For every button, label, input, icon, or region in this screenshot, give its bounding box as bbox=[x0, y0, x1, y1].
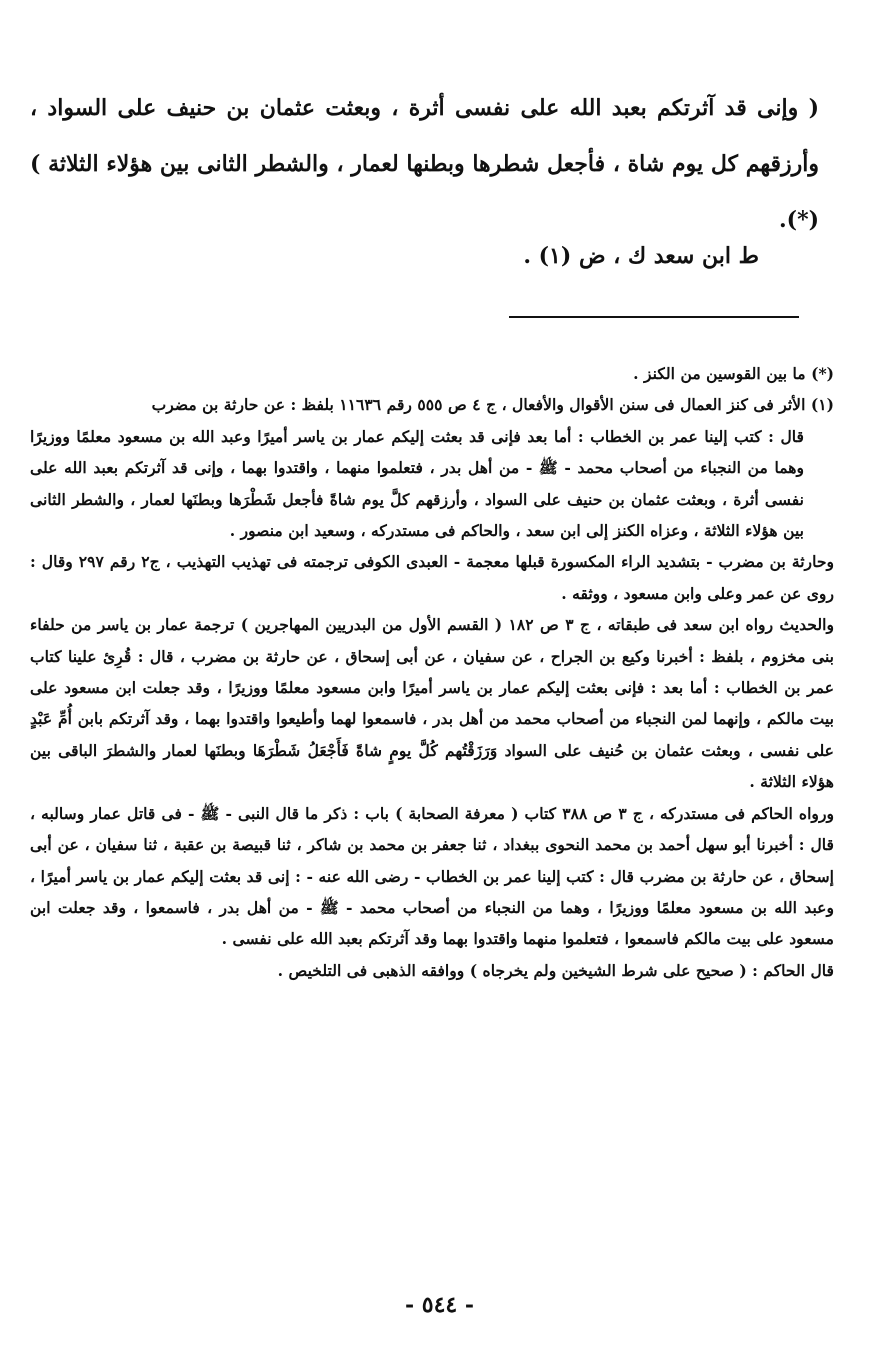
footnotes-section bbox=[30, 358, 834, 986]
footnote-paragraph-ibn-saad: والحديث رواه ابن سعد فى طبقاته ، ج ٣ ص ١٨٢ ( القسم الأول من البدريين المهاجرين ) ترجمة عمار بن ياسر من حلفاء بنى مخزوم ، بلفظ : أخبرنا وكيع بن الجراح ، عن سفيان ، عن أبى إسحاق ، عن حارثة بن مضرب ، قال : قُرِئ علينا كتاب عمر بن الخطاب : أما بعد : فإنى بعثت إليكم عمار بن ياسر أميرًا وابن مسعود معلمًا ووزيرًا ، وقد جعلت ابن مسعود على بيت مالكم ، وإنهما لمن النجباء من أصحاب محمد من أهل بدر ، فاسمعوا لهما وأطيعوا واقتدوا بهما ، وقد آثرتكم بابن أُمِّ عَبْدٍ على نفسى ، وبعثت عثمان بن حُنيف على السواد وَرَزَقْتُهم كُلَّ يومٍ شاةً فَأَجْعَلُ شَطْرَهَا وبطنَها لعمار والشطرَ الباقى بين هؤلاء الثلاثة . bbox=[30, 615, 834, 792]
page-number: - ٥٤٤ - bbox=[404, 1292, 475, 1318]
footnote-star: (*) ما بين القوسين من الكنز . bbox=[633, 364, 834, 383]
main-paragraph: ( وإنى قد آثرتكم بعبد الله على نفسى أثرة ، وبعثت عثمان بن حنيف على السواد ، وأرزقهم كل يوم شاة ، فأجعل شطرها وبطنها لعمار ، والشطر الثانى بين هؤلاء الثلاثة )(*). bbox=[30, 95, 819, 233]
footnote-paragraph-harithah: وحارثة بن مضرب - بتشديد الراء المكسورة قبلها معجمة - العبدى الكوفى ترجمته فى تهذيب التهذيب ، ج٢ رقم ٢٩٧ وقال : روى عن عمر وعلى وابن مسعود ، ووثقه . bbox=[30, 552, 834, 603]
source-citation: ط ابن سعد ك ، ض (١) . bbox=[523, 243, 759, 269]
footnote-paragraph-hakim: ورواه الحاكم فى مستدركه ، ج ٣ ص ٣٨٨ كتاب ( معرفة الصحابة ) باب : ذكر ما قال النبى - ﷺ - فى قاتل عمار وسالبه ، قال : أخبرنا أبو سهل أحمد بن محمد النحوى ببغداد ، ثنا جعفر بن محمد بن شاكر ، ثنا قبيصة بن عقبة ، ثنا سفيان ، عن أبى إسحاق ، عن حارثة بن مضرب قال : كتب إلينا عمر بن الخطاب - رضى الله عنه - : إنى قد بعثت إليكم عمار بن ياسر أميرًا ، وعبد الله بن مسعود معلمًا ووزيرًا ، وهما من النجباء من أصحاب محمد - ﷺ - من أهل بدر ، فاسمعوا ، وقد جعلت ابن مسعود على بيت مالكم فاسمعوا ، فتعلموا منهما واقتدوا بهما وقد آثرتكم بعبد الله على نفسى . bbox=[30, 803, 835, 949]
footnote-divider bbox=[509, 316, 799, 318]
footnote-1-head: (١) الأثر فى كنز العمال فى سنن الأقوال والأفعال ، ج ٤ ص ٥٥٥ رقم ١١٦٣٦ بلفظ : عن حارثة بن مضرب bbox=[151, 395, 834, 415]
footnote-paragraph-hakim-verdict: قال الحاكم : ( صحيح على شرط الشيخين ولم يخرجاه ) ووافقه الذهبى فى التلخيص . bbox=[277, 960, 834, 980]
footnote-1-body: قال : كتب إلينا عمر بن الخطاب : أما بعد فإنى قد بعثت إليكم عمار بن ياسر أميرًا وعبد الله بن مسعود معلمًا ووزيرًا وهما من النجباء من أصحاب محمد - ﷺ - من أهل بدر ، فتعلموا منهما ، واقتدوا بهما ، وإنى قد آثرتكم بعبد الله على نفسى أثرة ، وبعثت عثمان بن حنيف على السواد ، وأرزقهم كلَّ يوم شاةً فأجعل شَطْرَها وبطنَها لعمار ، والشطر الثانى بين هؤلاء الثلاثة ، وعزاه الكنز إلى ابن سعد ، والحاكم فى مستدركه ، وسعيد ابن منصور . bbox=[30, 426, 804, 541]
